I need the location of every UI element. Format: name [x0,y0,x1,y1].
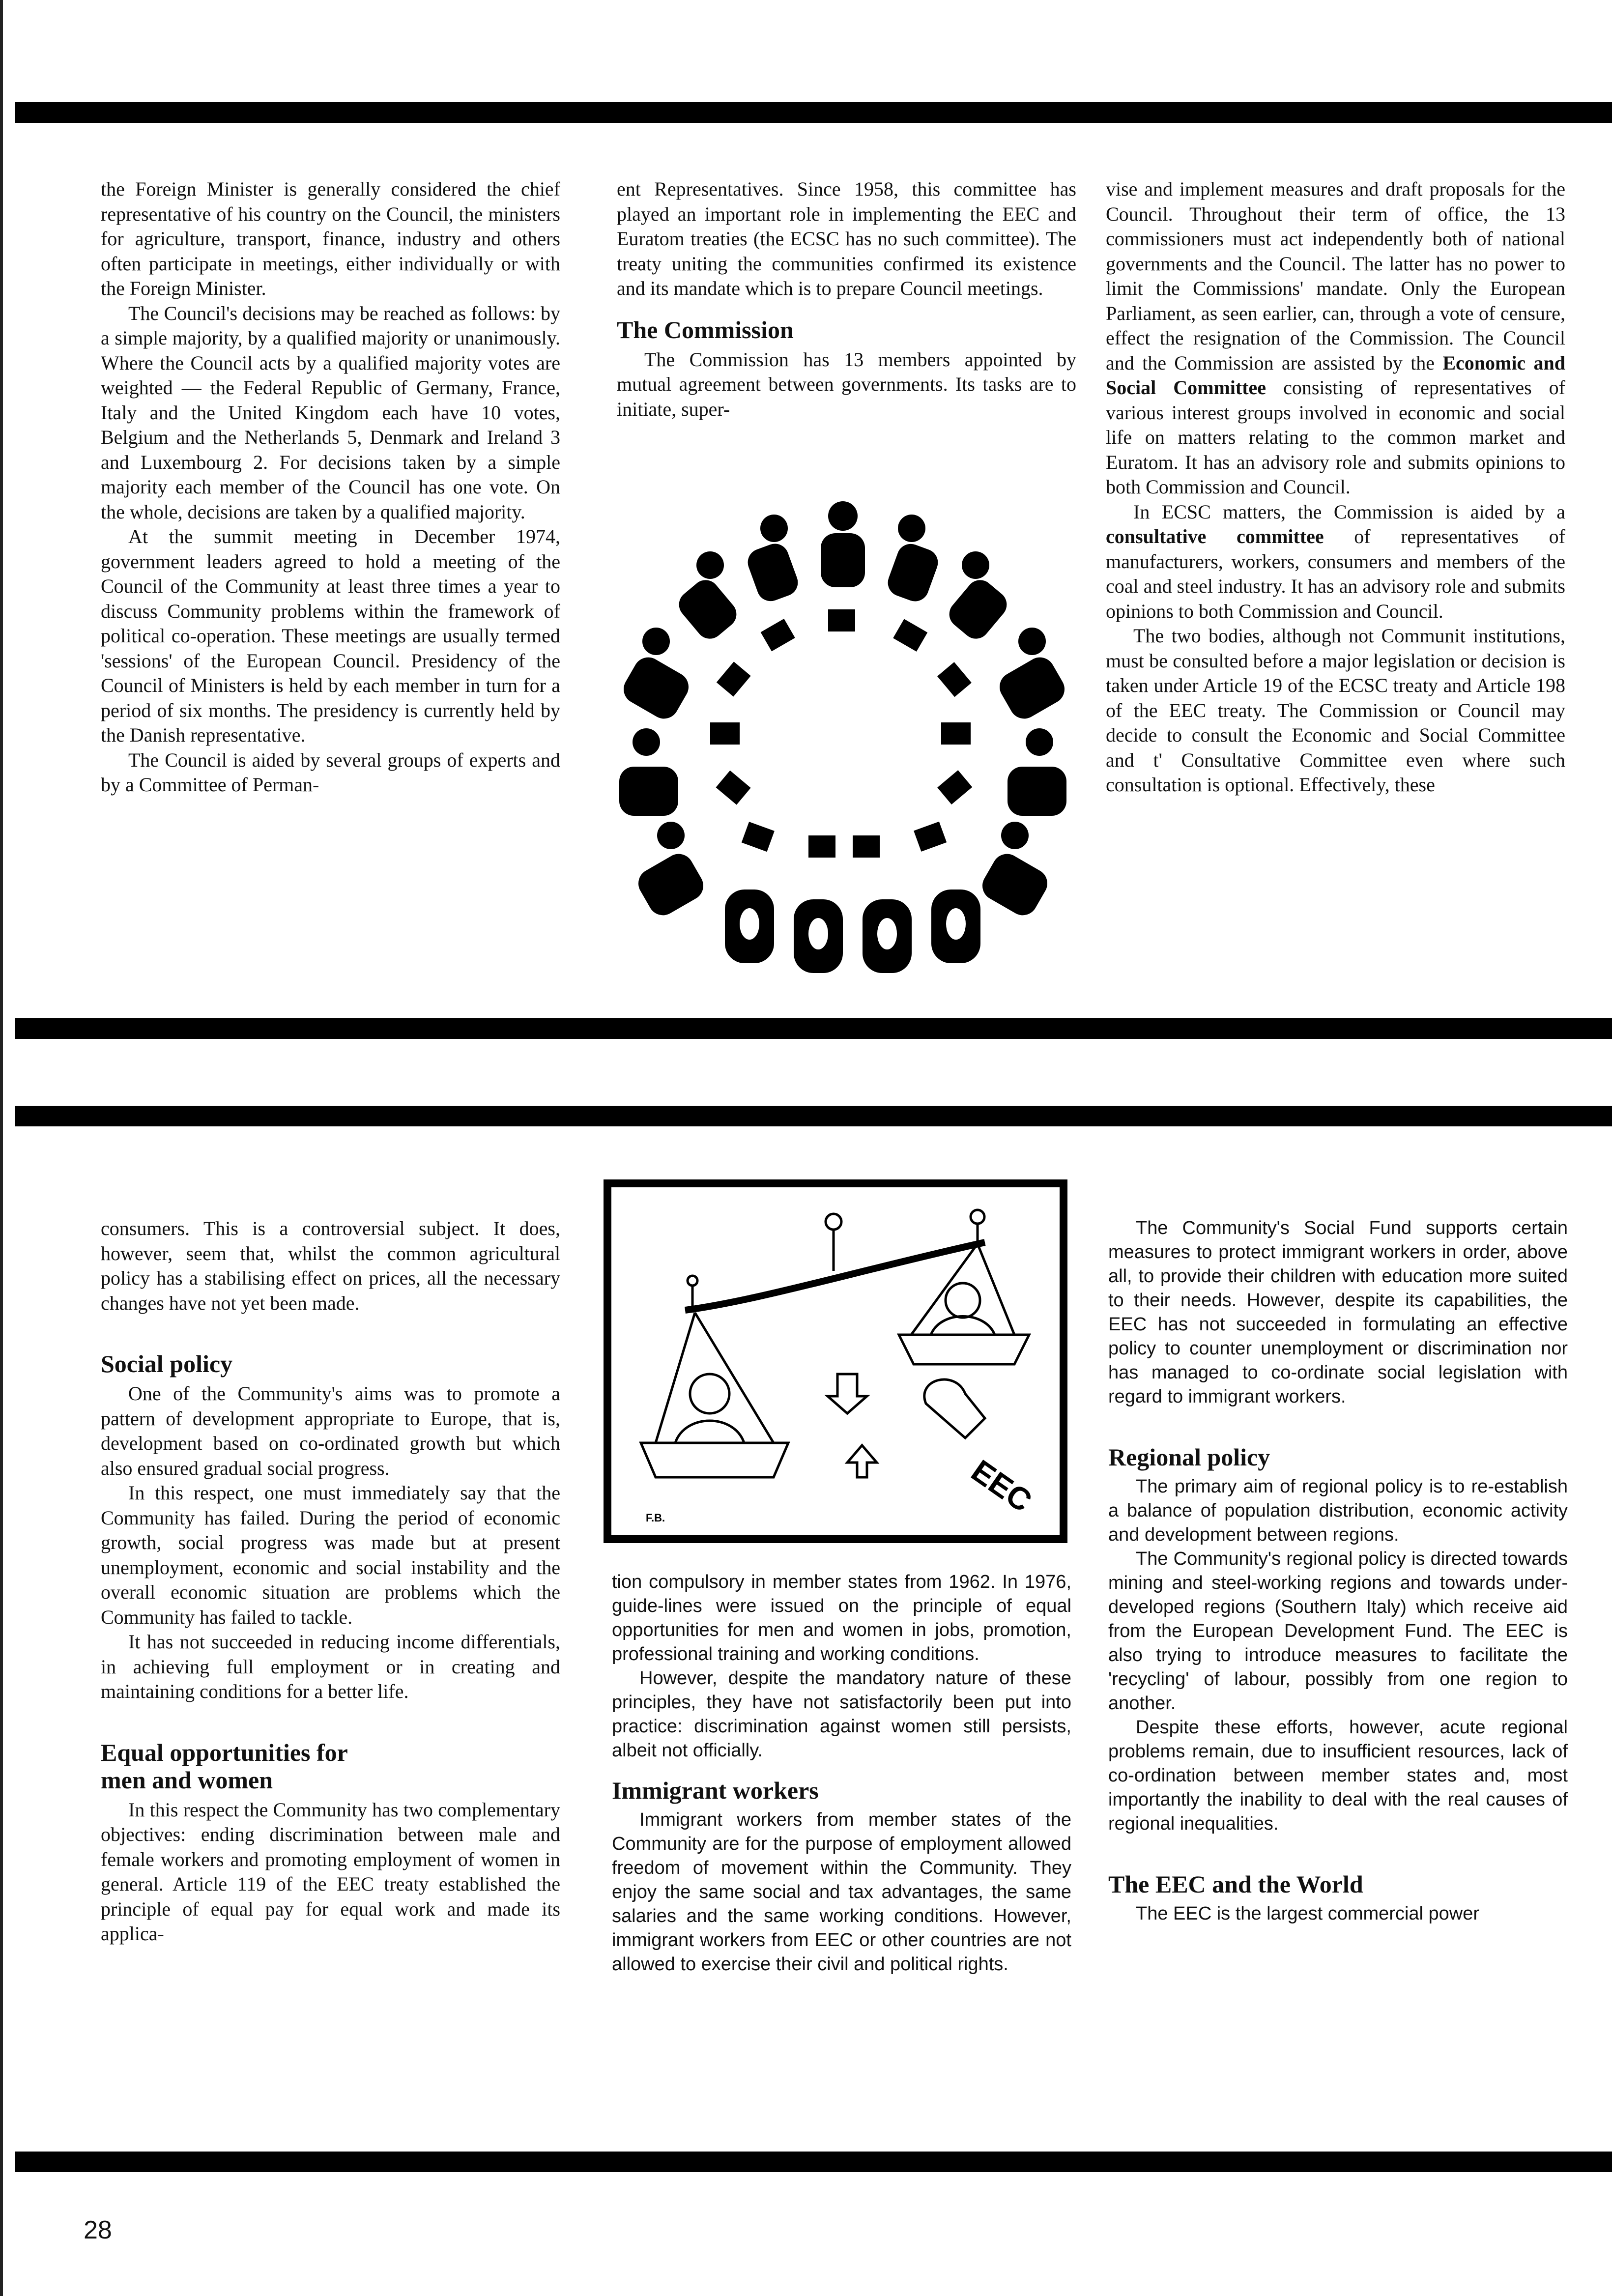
paragraph: The primary aim of regional policy is to re-establish a balance of population distribution, economic activity and development between regions. [1108,1476,1568,1545]
paragraph: The Community's regional policy is directed towards mining and steel-working regions and towards under-developed regions (Southern Italy) which receive aid from the European Development Fund. The EEC is also trying to introduce measures to facilitate the 'recycling' of labour, possibly from one region to another. [1108,1549,1568,1714]
cartoon-signature: F.B. [646,1512,665,1524]
bottom-column-3 [1108,1216,1568,1926]
paragraph: The EEC is the largest commercial power [1136,1903,1480,1924]
paragraph: the Foreign Minister is generally considered the chief representative of his country on the Council, the ministers for agriculture, transport, finance, industry and others often participate in meetings, either individually or with the Foreign Minister. [101,178,560,299]
cartoon-illustration [604,1179,1067,1543]
middle-rule-top [15,1018,1612,1039]
section-heading-regional-policy: Regional policy [1108,1443,1270,1471]
paragraph: The two bodies, although not Communit institutions, must be consulted before a major legislation or decision is taken under Article 19 of the ECSC treaty and Article 198 of the EEC treaty. The Commission or Council may decide to consult the Economic and Social Committee and t' Consultative Committee even where such consultation is optional. Effectively, these [1106,625,1565,796]
paragraph: At the summit meeting in December 1974, government leaders agreed to hold a meeting of the Council of the Community at least three times a year to discuss Community problems within the framework of political co-operation. These meetings are usually termed 'sessions' of the European Council. Presidency of the Council of Ministers is held by each member in turn for a period of six months. The presidency is currently held by the Danish representative. [101,525,560,746]
paragraph: Immigrant workers from member states of the Community are for the purpose of employment allowed freedom of movement within the Community. They enjoy the same social and tax advantages, the same salaries and the same working conditions. However, immigrant workers from EEC or other countries are not allowed to exercise their civil and political rights. [612,1809,1071,1975]
section-heading-equal-opportunities [101,1739,560,1794]
text: consisting of representatives of various interest groups involved in economic and social life on matters relating to the common market and Euratom. It has an advisory role and submits opinions to both Commission and Council. [1106,376,1565,498]
paragraph: In this respect, one must immediately say that the Community has failed. During the period of economic growth, social progress was made but at present unemployment, economic and social instability and the overall economic situation are problems which the Community has failed to tackle. [101,1482,560,1628]
text: In ECSC matters, the Commission is aided by a [1133,500,1565,523]
top-column-3 [1106,177,1565,798]
paragraph: However, despite the mandatory nature of these principles, they have not satisfactorily been put into practice: discrimination against women still persists, albeit not officially. [612,1668,1071,1761]
paragraph: The Council is aided by several groups of experts and by a Committee of Perman- [101,748,560,796]
text: of representatives of manufacturers, workers, consumers and members of the coal and steel industry. It has an advisory role and submits opinions to both Commission and Council. [1106,525,1565,622]
balance-scale-cartoon [611,1187,1060,1535]
section-heading-commission: The Commission [617,316,794,344]
bold-term: Economic and Social Committee [1106,351,1565,399]
middle-rule-bottom [15,1106,1612,1126]
top-column-1 [101,177,560,798]
bottom-rule [15,2152,1612,2172]
paragraph: tion compulsory in member states from 1962. In 1976, guide-lines were issued on the principle of equal opportunities for men and women in jobs, promotion, professional training and working conditions. [612,1572,1071,1665]
heading-line: Equal opportunities for [101,1738,348,1766]
section-heading-immigrant-workers: Immigrant workers [612,1777,819,1804]
page-edge [0,0,3,2296]
paragraph: The Council's decisions may be reached as follows: by a simple majority, by a qualified majority or unanimously. Where the Council acts by a qualified majority votes are weighted — the Federal Republic of Germany, France, Italy and the United Kingdom each have 10 votes, Belgium and the Netherlands 5, Denmark and Ireland 3 and Luxembourg 2. For decisions taken by a simple majority each member of the Council has one vote. On the whole, decisions are taken by a qualified majority. [101,302,560,523]
paragraph: In this respect the Community has two complementary objectives: ending discrimination between male and female workers and promoting employment of women in general. Article 119 of the EEC treaty established the principle of equal pay for equal work and made its applica- [101,1798,560,1945]
top-rule [15,102,1612,123]
heading-line: men and women [101,1766,273,1794]
paragraph: ent Representatives. Since 1958, this committee has played an important role in implementing the EEC and Euratom treaties (the ECSC has no such committee). The treaty uniting the communities confirmed its existence and its mandate which is to prepare Council meetings. [617,178,1076,299]
bottom-column-1 [101,1216,560,1947]
paragraph: consumers. This is a controversial subject. It does, however, seem that, whilst the common agricultural policy has a stabilising effect on prices, all the necessary changes have not yet been made. [101,1217,560,1314]
paragraph [1106,177,1565,500]
paragraph: Despite these efforts, however, acute regional problems remain, due to insufficient resources, lack of co-ordination between member states and, most importantly the inability to deal with the real causes of regional inequalities. [1108,1717,1568,1834]
paragraph: One of the Community's aims was to promote a pattern of development appropriate to Europe, that is, development based on co-ordinated growth but which also ensured gradual social progress. [101,1382,560,1479]
bottom-column-2 [612,1570,1071,1977]
paragraph: The Community's Social Fund supports certain measures to protect immigrant workers in order, above all, to provide their children with education more suited to their needs. However, despite its capabilities, the EEC has not succeeded in formulating an effective policy to counter unemployment or discrimination nor has managed to co-ordinate social legislation with regard to immigrant workers. [1108,1218,1568,1407]
bold-term: consultative committee [1106,525,1324,547]
page-number: 28 [84,2216,112,2244]
commission-circle-illustration [617,491,1069,983]
top-column-2 [617,177,1076,422]
section-heading-social-policy: Social policy [101,1350,233,1378]
paragraph: The Commission has 13 members appointed by mutual agreement between governments. Its tasks are to initiate, super- [617,348,1076,420]
section-heading-eec-world: The EEC and the World [1108,1870,1363,1898]
text: vise and implement measures and draft proposals for the Council. Throughout their term of office, the 13 commissioners must act independently both of national governments and the Council. The latter has no power to limit the Commissions' mandate. Only the European Parliament, as seen earlier, can, through a vote of censure, effect the resignation of the Commission. The Council and the Commission are assisted by the [1106,178,1565,374]
cartoon-label-eec: EEC [965,1453,1038,1519]
paragraph [1106,500,1565,624]
paragraph: It has not succeeded in reducing income differentials, in achieving full employment or in creating and maintaining conditions for a better life. [101,1631,560,1702]
